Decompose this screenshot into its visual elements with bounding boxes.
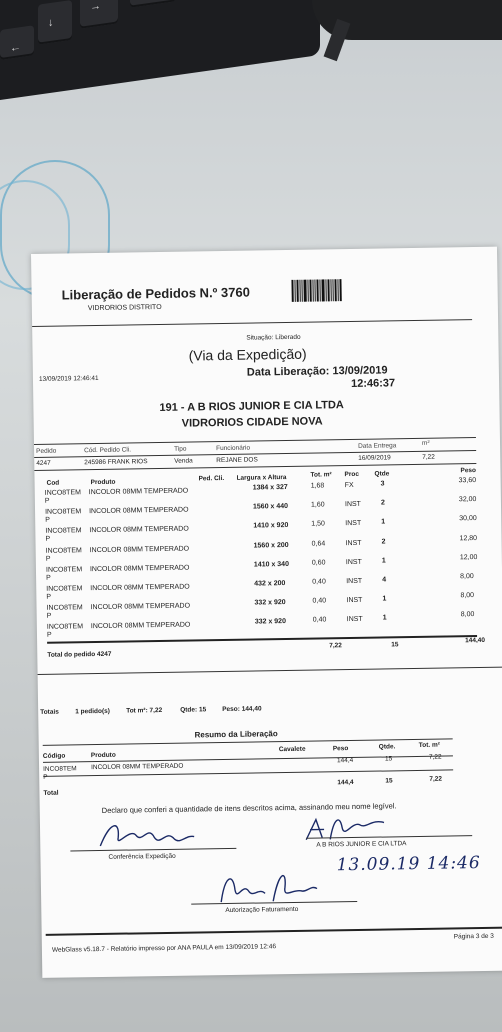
resumo-row-qtde: 15 xyxy=(384,755,393,763)
label-data-entrega: Data Entrega xyxy=(358,442,397,450)
item-dims: 332 x 920 xyxy=(254,599,286,607)
totais-pedidos: 1 pedido(s) xyxy=(75,707,110,716)
item-proc: INST xyxy=(344,501,361,509)
item-produto: INCOLOR 08MM TEMPERADO xyxy=(90,621,191,631)
resumo-total-qtde: 15 xyxy=(385,777,393,785)
keyboard-key: ← xyxy=(0,25,34,60)
item-cod: INCO8TEM xyxy=(45,566,83,574)
item-proc: INST xyxy=(345,539,362,547)
item-cod2: P xyxy=(45,516,50,524)
value-m2: 7,22 xyxy=(422,453,435,461)
item-proc: INST xyxy=(346,616,363,624)
item-produto: INCOLOR 08MM TEMPERADO xyxy=(88,487,189,497)
resumo-row-codigo-suffix: P xyxy=(43,773,48,781)
item-tot: 1,60 xyxy=(310,501,325,509)
item-peso: 12,80 xyxy=(459,534,478,542)
total-pedido-qtde: 15 xyxy=(391,641,399,649)
col-qtde: Qtde xyxy=(374,470,390,478)
col-ped-cli: Ped. Cli. xyxy=(198,474,225,483)
item-proc: INST xyxy=(345,558,362,566)
item-cod: INCO8TEM xyxy=(46,604,83,612)
value-pedido: 4247 xyxy=(36,459,51,467)
item-dims: 1384 x 327 xyxy=(252,483,288,492)
resumo-col-cavalete: Cavalete xyxy=(278,745,306,754)
client-name: 191 - A B RIOS JUNIOR E CIA LTDA xyxy=(159,399,344,415)
totais-qtde: Qtde: 15 xyxy=(180,706,207,714)
item-proc: FX xyxy=(344,481,354,490)
resumo-col-tot-m2: Tot. m² xyxy=(418,741,441,749)
divider xyxy=(38,667,502,675)
item-tot: 0,40 xyxy=(312,578,326,586)
keyboard-key: ↓ xyxy=(38,0,72,45)
handwritten-date: 13.09.19 14:46 xyxy=(336,853,481,876)
totais-m2: Tot m²: 7,22 xyxy=(126,706,163,715)
item-qtde: 1 xyxy=(381,518,386,526)
label-tipo: Tipo xyxy=(174,445,187,453)
item-cod: INCO8TEM xyxy=(46,585,83,593)
item-dims: 1410 x 340 xyxy=(253,560,290,569)
col-tot-m2: Tot. m² xyxy=(310,471,332,479)
item-qtde: 3 xyxy=(380,480,385,488)
hora-liberacao: 12:46:37 xyxy=(350,377,396,390)
item-cod: INCO8TEM xyxy=(45,527,82,536)
item-dims: 1560 x 440 xyxy=(252,503,289,511)
item-cod: INCO8TEM xyxy=(44,489,81,497)
item-qtde: 1 xyxy=(382,595,387,603)
item-dims: 1410 x 920 xyxy=(253,522,289,530)
item-cod2: P xyxy=(46,593,52,601)
item-cod2: P xyxy=(46,612,52,620)
keyboard-key: → xyxy=(80,0,118,29)
item-cod2: P xyxy=(45,536,51,544)
resumo-total-peso: 144,4 xyxy=(337,778,354,787)
keyboard-key-ins xyxy=(130,0,176,8)
declaration-text: Declaro que conferi a quantidade de itens descritos acima, assinando meu nome legível. xyxy=(101,801,397,815)
item-produto: INCOLOR 08MM TEMPERADO xyxy=(90,583,190,593)
item-cod2: P xyxy=(45,555,51,563)
resumo-row-codigo: INCO8TEM xyxy=(43,765,77,773)
resumo-total-m2: 7,22 xyxy=(429,775,443,783)
item-qtde: 1 xyxy=(382,614,387,622)
client-signature-label: A B RIOS JUNIOR E CIA LTDA xyxy=(316,840,407,849)
item-produto: INCOLOR 08MM TEMPERADO xyxy=(89,545,190,554)
item-produto: INCOLOR 08MM TEMPERADO xyxy=(89,564,190,573)
item-tot: 0,64 xyxy=(311,540,326,548)
item-cod2: P xyxy=(44,497,50,505)
value-data-entrega: 16/09/2019 xyxy=(358,454,391,462)
item-cod2: P xyxy=(46,574,51,582)
item-cod: INCO8TEM xyxy=(45,546,82,555)
item-proc: INST xyxy=(345,520,362,528)
label-cod-pedido-cli: Cód. Pedido Cli. xyxy=(84,446,132,455)
resumo-col-peso: Peso xyxy=(332,745,349,753)
divider xyxy=(46,927,502,936)
resumo-col-codigo: Código xyxy=(42,752,66,760)
conferencia-label: Conferência Expedição xyxy=(108,852,176,861)
col-produto: Produto xyxy=(90,478,116,487)
item-peso: 12,00 xyxy=(459,553,478,562)
totais-label: Totais xyxy=(40,708,59,716)
item-produto: INCOLOR 08MM TEMPERADO xyxy=(90,602,191,612)
resumo-col-produto: Produto xyxy=(90,751,116,760)
item-qtde: 1 xyxy=(381,557,386,565)
client-store: VIDRORIOS CIDADE NOVA xyxy=(181,415,323,430)
resumo-total-label: Total xyxy=(43,789,59,797)
item-cod2: P xyxy=(46,632,52,640)
col-largura-altura: Largura x Altura xyxy=(236,474,287,482)
item-peso: 8,00 xyxy=(460,573,474,581)
item-tot: 0,60 xyxy=(311,559,326,567)
footer-system: WebGlass v5.18.7 - Relatório impresso por ANA PAULA em 13/09/2019 12:46 xyxy=(51,943,277,954)
keyboard xyxy=(0,0,320,100)
resumo-title: Resumo da Liberação xyxy=(194,729,278,740)
divider xyxy=(34,437,476,445)
item-peso: 32,00 xyxy=(458,496,477,504)
divider xyxy=(32,319,472,327)
item-tot: 1,68 xyxy=(310,482,325,490)
resumo-col-qtde: Qtde. xyxy=(378,743,396,751)
footer-page: Página 3 de 3 xyxy=(453,932,494,941)
printed-at: 13/09/2019 12:46:41 xyxy=(38,374,99,383)
item-tot: 0,40 xyxy=(312,616,327,625)
value-funcionario: REJANE DOS xyxy=(216,456,258,465)
item-tot: 1,50 xyxy=(311,520,325,529)
item-produto: INCOLOR 08MM TEMPERADO xyxy=(89,506,189,516)
via-label: (Via da Expedição) xyxy=(188,345,307,364)
totais-peso: Peso: 144,40 xyxy=(222,705,262,714)
item-dims: 432 x 200 xyxy=(254,580,286,588)
resumo-row-peso: 144,4 xyxy=(336,757,354,765)
autorizacao-label: Autorização Faturamento xyxy=(225,905,299,915)
liberation-document xyxy=(31,247,502,978)
item-dims: 332 x 920 xyxy=(254,618,287,626)
item-produto: INCOLOR 08MM TEMPERADO xyxy=(89,525,189,535)
value-cod-pedido-cli: 245986 FRANK RIOS xyxy=(84,458,148,467)
situacao: Situação: Liberado xyxy=(246,333,301,342)
total-pedido-m2: 7,22 xyxy=(329,642,342,650)
label-funcionario: Funcionário xyxy=(216,444,251,453)
label-m2: m² xyxy=(421,439,430,447)
item-proc: INST xyxy=(346,597,363,605)
total-pedido-peso: 144,40 xyxy=(465,636,486,645)
item-qtde: 2 xyxy=(380,499,385,507)
item-peso: 8,00 xyxy=(460,611,475,619)
label-pedido: Pedido xyxy=(36,447,57,455)
item-cod: INCO8TEM xyxy=(46,623,84,632)
item-qtde: 2 xyxy=(381,538,386,546)
col-peso: Peso xyxy=(460,467,477,475)
data-liberacao: Data Liberação: 13/09/2019 xyxy=(246,364,388,379)
value-tipo: Venda xyxy=(174,457,193,465)
col-cod: Cod xyxy=(46,479,60,487)
document-title: Liberação de Pedidos N.º 3760 xyxy=(61,284,251,303)
item-peso: 33,60 xyxy=(458,477,477,485)
resumo-row-produto: INCOLOR 08MM TEMPERADO xyxy=(91,762,184,772)
item-qtde: 4 xyxy=(382,576,387,584)
item-peso: 8,00 xyxy=(460,592,475,600)
item-peso: 30,00 xyxy=(459,515,477,523)
item-cod: INCO8TEM xyxy=(45,508,82,516)
total-pedido-label: Total do pedido 4247 xyxy=(47,650,112,659)
company-name: VIDRORIOS DISTRITO xyxy=(87,303,162,313)
resumo-row-tot-m2: 7,22 xyxy=(428,753,442,761)
item-tot: 0,40 xyxy=(312,597,327,605)
barcode xyxy=(291,279,341,302)
item-proc: INST xyxy=(346,577,363,586)
col-proc: Proc xyxy=(344,470,360,479)
item-dims: 1560 x 200 xyxy=(253,541,289,550)
